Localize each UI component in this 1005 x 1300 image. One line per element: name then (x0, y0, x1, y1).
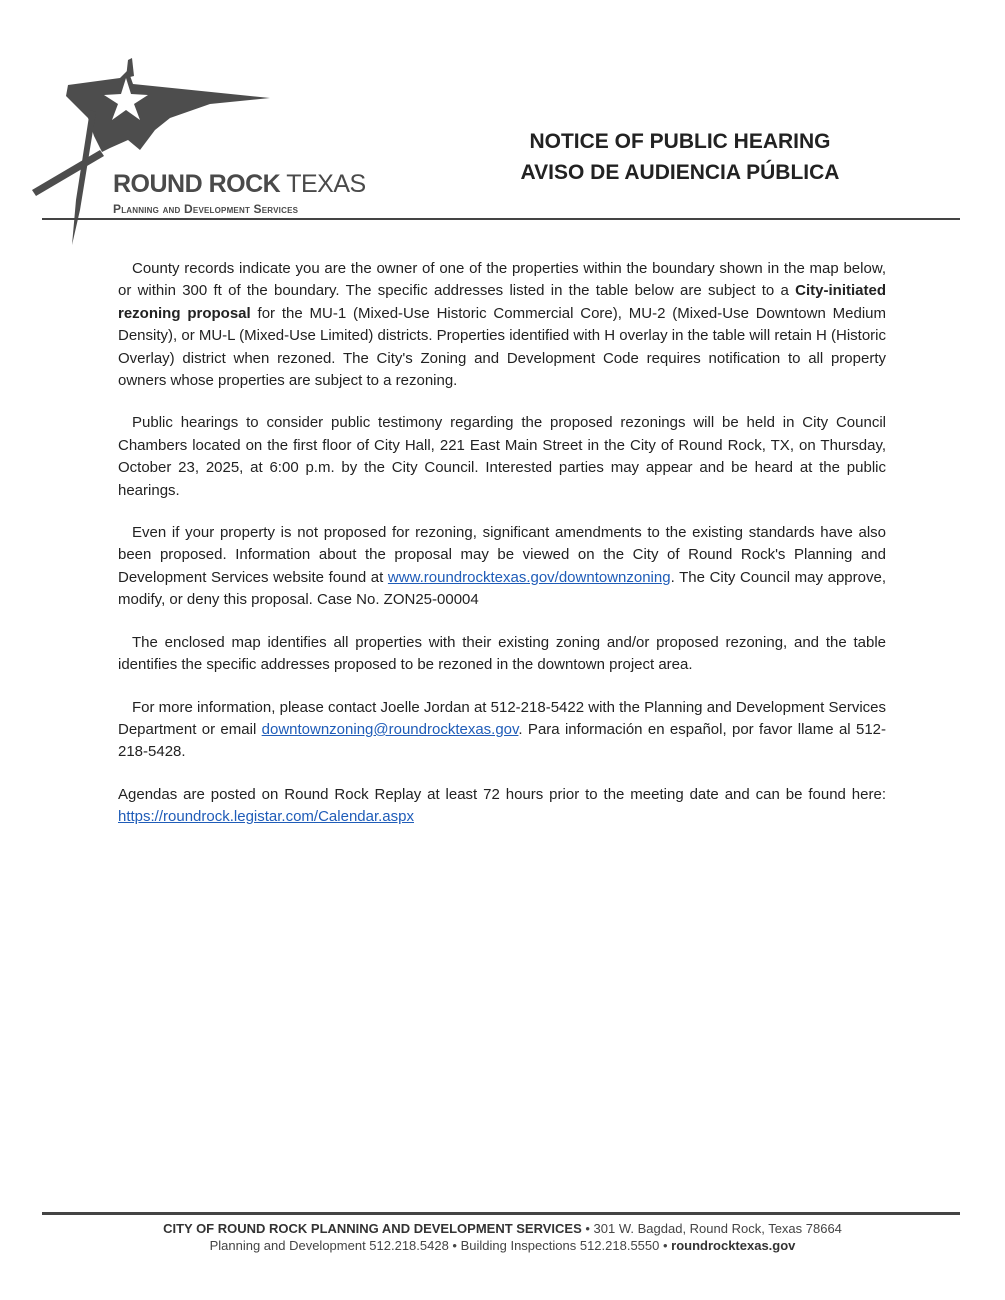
p6-text-a: Agendas are posted on Round Rock Replay at least 72 hours prior to the meeting date and can be found here: (118, 785, 886, 803)
logo-subtitle: Planning and Development Services (113, 202, 299, 216)
paragraph-map: The enclosed map identifies all properties with their existing zoning and/or proposed rezoning, and the table identifies the specific addresses proposed to be rezoned in the downtown project area. (118, 633, 886, 674)
footer-phones: Planning and Development 512.218.5428 • Building Inspections 512.218.5550 • (209, 1238, 672, 1253)
footer-address: • 301 W. Bagdad, Round Rock, Texas 78664 (581, 1221, 842, 1236)
p5-text-a: For more information, please contact Joelle Jordan at 512-218-5422 with the Planning and Development Services Department or email (118, 698, 886, 738)
p1-text-a: County records indicate you are the owner of one of the properties within the boundary shown in the map below, or within 300 ft of the boundary. The specific addresses listed in the table below are subject to a (118, 260, 886, 300)
header-divider (42, 218, 960, 220)
title-english: NOTICE OF PUBLIC HEARING (529, 130, 831, 153)
footer-org-name: CITY OF ROUND ROCK PLANNING AND DEVELOPMENT SERVICES (163, 1221, 582, 1236)
p1-text-b: for the MU-1 (Mixed-Use Historic Commercial Core), MU-2 (Mixed-Use Downtown Medium Density), or MU-L (Mixed-Use Limited) districts. Properties identified with H overlay in the table will retain H (Historic Overlay) district when rezoned. The City's Zoning and Development Code requires notification to all property owners whose properties are subject to a rezoning. (118, 304, 887, 390)
email-link[interactable]: downtownzoning@roundrocktexas.gov (261, 720, 519, 738)
footer-divider (42, 1212, 960, 1215)
legistar-calendar-link[interactable]: https://roundrock.legistar.com/Calendar.aspx (118, 808, 414, 826)
paragraph-agendas (118, 784, 886, 829)
p3-text-b: . The City Council may approve, modify, or deny this proposal. Case No. ZON25-00004 (118, 568, 886, 609)
paragraph-amendments (118, 522, 886, 612)
logo-name-light: TEXAS (286, 170, 366, 198)
paragraph-hearing: Public hearings to consider public testimony regarding the proposed rezonings will be held in City Council Chambers located on the first floor of City Hall, 221 East Main Street in the City of Round Rock, TX, on Thursday, October 23, 2025, at 6:00 p.m. by the City Council. Interested parties may appear and be heard at the public hearings. (118, 414, 886, 499)
footer-line-1 (0, 1221, 1005, 1236)
p3-text-a: Even if your property is not proposed for rezoning, significant amendments to the existing standards have also been proposed. Information about the proposal may be viewed on the City of Round Rock's Planning and Development Services website found at (118, 524, 886, 586)
title-spanish: AVISO DE AUDIENCIA PÚBLICA (520, 161, 840, 184)
footer-line-2 (0, 1238, 1005, 1253)
footer-website: roundrocktexas.gov (671, 1238, 796, 1253)
logo-name-bold: ROUND ROCK (113, 170, 281, 198)
paragraph-ownership (118, 258, 886, 392)
logo-title (113, 170, 366, 199)
downtown-zoning-link[interactable]: www.roundrocktexas.gov/downtownzoning (387, 568, 671, 586)
p1-bold-text: City-initiated rezoning proposal (118, 282, 886, 322)
notice-body (118, 258, 886, 849)
paragraph-contact (118, 697, 886, 764)
p5-text-b: . Para información en español, por favor llame al 512-218-5428. (118, 720, 886, 761)
